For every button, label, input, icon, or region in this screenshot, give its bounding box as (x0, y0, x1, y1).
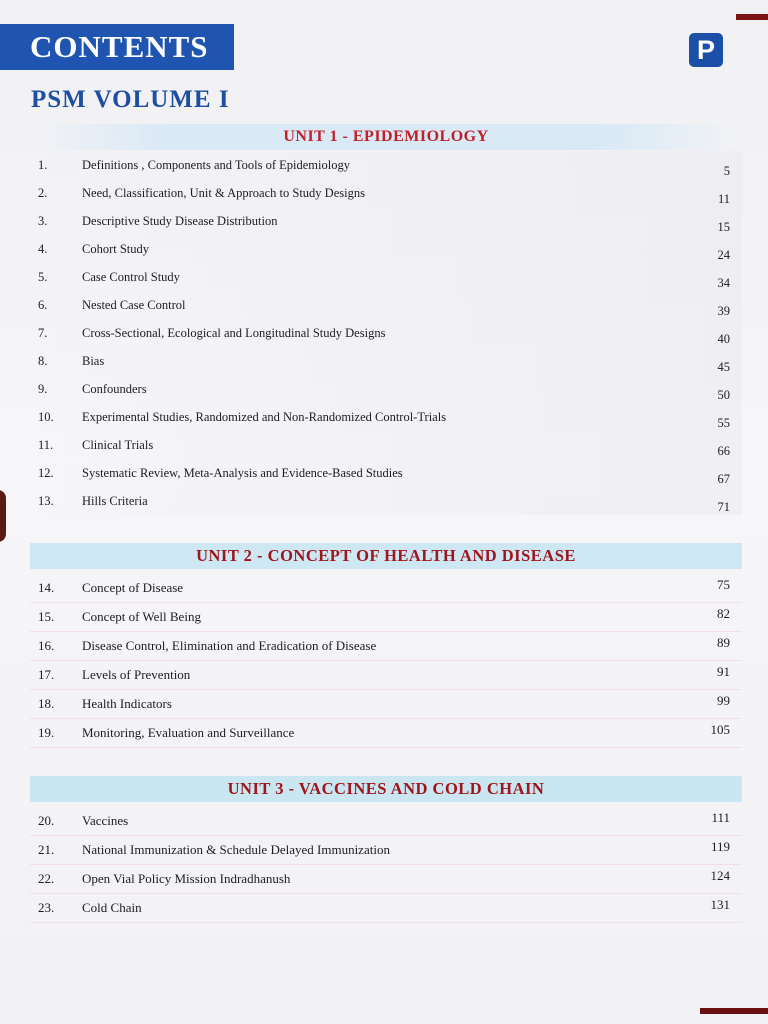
toc-entry[interactable] (30, 894, 742, 923)
entry-number: 21. (38, 842, 55, 857)
entry-title: Cold Chain (82, 900, 142, 915)
entry-page: 89 (717, 635, 730, 650)
toc-entry[interactable] (30, 375, 742, 403)
entry-title: Vaccines (82, 813, 129, 828)
entry-page: 119 (710, 839, 730, 854)
entry-title: Clinical Trials (82, 438, 154, 452)
unit-heading (30, 543, 742, 569)
unit-heading (30, 776, 742, 802)
entry-title: Systematic Review, Meta-Analysis and Evidence-Based Studies (82, 466, 403, 480)
entry-number: 5. (38, 270, 48, 284)
entry-page: 11 (717, 192, 730, 206)
entry-number: 13. (38, 494, 54, 508)
unit-heading (30, 124, 742, 150)
toc-entry[interactable] (30, 661, 742, 690)
entry-title: Descriptive Study Disease Distribution (82, 214, 278, 228)
entry-page: 40 (717, 332, 730, 346)
toc-entry[interactable] (30, 574, 742, 603)
toc-entry[interactable] (30, 632, 742, 661)
entry-title: Concept of Disease (82, 580, 184, 595)
entry-number: 9. (38, 382, 48, 396)
entry-number: 7. (38, 326, 48, 340)
entry-title: Confounders (82, 382, 147, 396)
unit-heading-text: UNIT 2 - CONCEPT OF HEALTH AND DISEASE (196, 546, 576, 565)
entry-number: 2. (38, 186, 48, 200)
entry-number: 16. (38, 638, 55, 653)
entry-page: 15 (717, 220, 730, 234)
toc-entry[interactable] (30, 291, 742, 319)
entry-title: Hills Criteria (82, 494, 148, 508)
entry-number: 11. (38, 438, 54, 452)
entry-title: Health Indicators (82, 696, 172, 711)
toc-entry[interactable] (30, 179, 742, 207)
entry-title: Open Vial Policy Mission Indradhanush (82, 871, 291, 886)
unit-heading-text: UNIT 3 - VACCINES AND COLD CHAIN (227, 779, 545, 798)
volume-title: PSM VOLUME I (31, 86, 230, 113)
entry-title: Experimental Studies, Randomized and Non-Randomized Control-Trials (82, 410, 447, 424)
entry-page: 34 (717, 276, 730, 290)
entry-page: 111 (711, 810, 730, 825)
entry-title: Need, Classification, Unit & Approach to Study Designs (82, 186, 365, 200)
entry-title: Case Control Study (82, 270, 180, 284)
entry-page: 131 (710, 897, 730, 912)
entry-title: Concept of Well Being (82, 609, 201, 624)
toc-entry[interactable] (30, 207, 742, 235)
toc-entry[interactable] (30, 487, 742, 515)
entry-title: Levels of Prevention (82, 667, 191, 682)
toc-entry[interactable] (30, 263, 742, 291)
entry-number: 1. (38, 158, 48, 172)
entry-number: 6. (38, 298, 48, 312)
corner-mark (736, 14, 768, 20)
toc-entry[interactable] (30, 403, 742, 431)
entry-page: 71 (717, 500, 730, 514)
toc-entry[interactable] (30, 459, 742, 487)
entry-page: 105 (710, 722, 730, 737)
toc-entry[interactable] (30, 235, 742, 263)
entry-page: 24 (717, 248, 730, 262)
entry-number: 19. (38, 725, 55, 740)
entry-number: 22. (38, 871, 55, 886)
entry-page: 75 (717, 577, 730, 592)
entry-number: 8. (38, 354, 48, 368)
entry-title: Bias (82, 354, 105, 368)
corner-mark-bottom (700, 1008, 768, 1014)
entry-number: 12. (38, 466, 54, 480)
entry-title: Nested Case Control (82, 298, 186, 312)
entry-title: Monitoring, Evaluation and Surveillance (82, 725, 295, 740)
entry-number: 17. (38, 667, 55, 682)
entry-page: 66 (717, 444, 730, 458)
toc-entry[interactable] (30, 151, 742, 179)
entry-page: 82 (717, 606, 730, 621)
entry-number: 4. (38, 242, 48, 256)
entry-title: Cross-Sectional, Ecological and Longitudinal Study Designs (82, 326, 386, 340)
entry-title: Cohort Study (82, 242, 150, 256)
entry-page: 45 (717, 360, 730, 374)
toc-entry[interactable] (30, 319, 742, 347)
contents-banner: CONTENTS (0, 24, 234, 70)
entry-number: 18. (38, 696, 55, 711)
toc-entry[interactable] (30, 836, 742, 865)
entry-title: National Immunization & Schedule Delayed Immunization (82, 842, 390, 857)
toc-entry[interactable] (30, 603, 742, 632)
entry-page: 5 (723, 164, 730, 178)
entry-page: 99 (717, 693, 730, 708)
entry-page: 67 (717, 472, 730, 486)
toc-entry[interactable] (30, 719, 742, 748)
entry-number: 10. (38, 410, 54, 424)
entry-number: 23. (38, 900, 55, 915)
entry-page: 124 (710, 868, 730, 883)
entry-page: 39 (717, 304, 730, 318)
toc-entry[interactable] (30, 347, 742, 375)
entry-page: 55 (717, 416, 730, 430)
page-binding-edge (0, 490, 6, 542)
entry-number: 3. (38, 214, 48, 228)
entry-page: 91 (717, 664, 730, 679)
entry-page: 50 (717, 388, 730, 402)
entry-number: 20. (38, 813, 55, 828)
publisher-logo-icon: P (689, 33, 723, 67)
toc-entry[interactable] (30, 690, 742, 719)
entry-number: 15. (38, 609, 55, 624)
toc-entry[interactable] (30, 807, 742, 836)
toc-entry[interactable] (30, 431, 742, 459)
toc-entry[interactable] (30, 865, 742, 894)
entry-number: 14. (38, 580, 55, 595)
unit-heading-text: UNIT 1 - EPIDEMIOLOGY (283, 128, 489, 145)
entry-title: Disease Control, Elimination and Eradication of Disease (82, 638, 377, 653)
entry-title: Definitions , Components and Tools of Epidemiology (82, 158, 350, 172)
